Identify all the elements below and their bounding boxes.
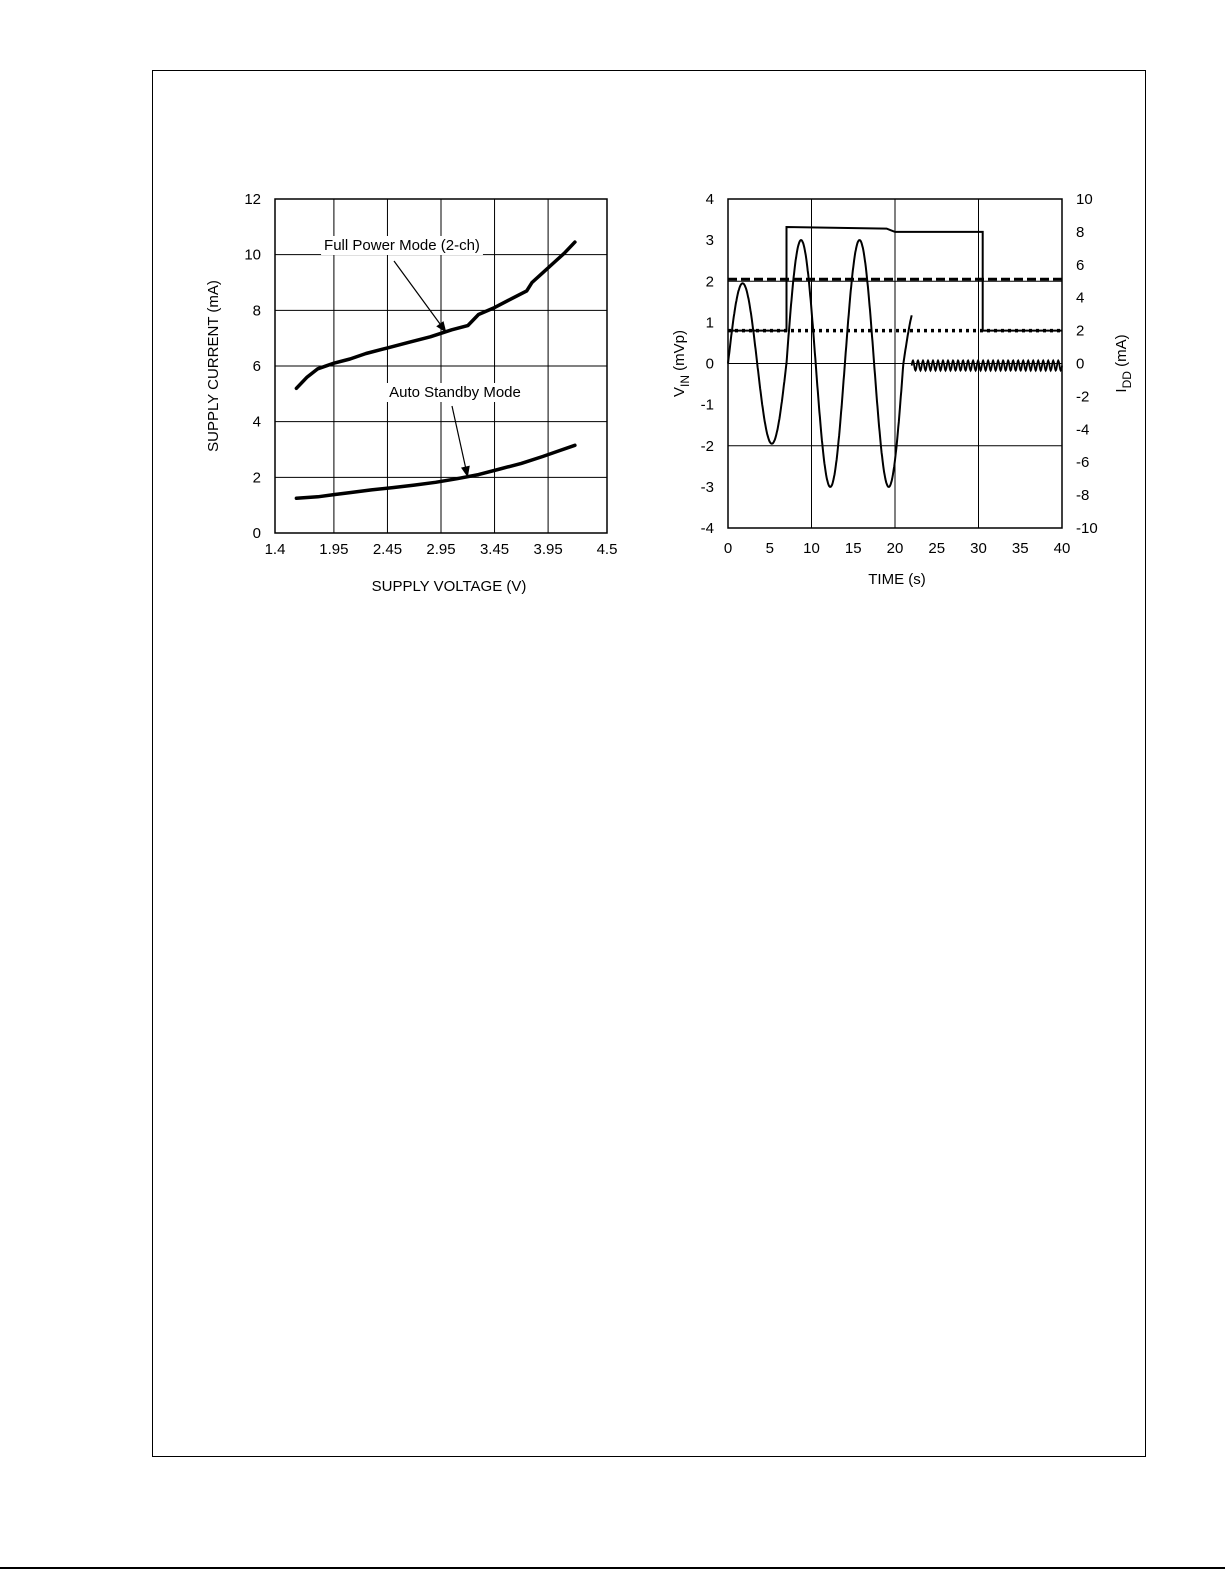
y2-tick-label: -4 <box>1076 421 1090 439</box>
annotation-label: Auto Standby Mode <box>389 384 521 401</box>
x-tick-label: 10 <box>803 540 820 557</box>
y2-tick-label: 4 <box>1076 289 1085 307</box>
y-axis-label-subscript: IN <box>678 374 692 387</box>
x-tick-label: 15 <box>844 540 862 557</box>
y-tick-label: 0 <box>252 525 261 542</box>
y-tick-label: -4 <box>700 520 714 537</box>
y-tick-label: 8 <box>252 302 261 320</box>
x-tick-label: 1.4 <box>264 541 286 558</box>
y2-tick-label: 0 <box>1076 355 1085 373</box>
x-tick-label: 35 <box>1011 540 1029 557</box>
x-tick-label: 25 <box>928 540 946 557</box>
y-tick-label: -1 <box>700 396 714 414</box>
y2-tick-label: -6 <box>1076 454 1090 472</box>
x-axis-label: TIME (s) <box>868 571 926 588</box>
annotation-label: Full Power Mode (2-ch) <box>324 237 480 254</box>
series-vin-ripple-line <box>912 361 1062 371</box>
y2-axis-label-unit: (mA) <box>1113 334 1130 372</box>
y2-tick-label: 8 <box>1076 223 1085 241</box>
y2-tick-label: 6 <box>1076 256 1085 274</box>
y-tick-label: -3 <box>700 478 714 496</box>
y-tick-label: 0 <box>705 355 714 373</box>
x-tick-label: 1.95 <box>319 541 349 558</box>
y-tick-label: 2 <box>252 469 261 487</box>
y2-axis-label-main: I <box>1113 388 1130 393</box>
x-tick-label: 4.5 <box>596 541 618 558</box>
vin-idd-time-chart <box>0 0 1225 700</box>
y2-axis-label-subscript: DD <box>1120 371 1134 389</box>
y-tick-label: 12 <box>244 191 261 208</box>
x-tick-label: 20 <box>886 540 904 557</box>
x-axis-label: SUPPLY VOLTAGE (V) <box>371 578 527 595</box>
x-tick-label: 3.95 <box>533 541 563 558</box>
y-axis-label <box>671 330 692 397</box>
x-tick-label: 30 <box>970 540 987 557</box>
x-tick-label: 2.45 <box>372 541 403 558</box>
y-tick-label: 4 <box>252 413 261 431</box>
x-tick-label: 2.95 <box>426 541 456 558</box>
y-tick-label: 1 <box>705 314 714 332</box>
y2-axis-label <box>1113 334 1134 392</box>
y-tick-label: 4 <box>705 191 714 208</box>
y-axis-label-main: V <box>671 386 688 398</box>
x-tick-label: 3.45 <box>479 541 510 558</box>
y-tick-label: 10 <box>244 246 261 264</box>
x-tick-label: 5 <box>765 540 774 557</box>
y2-tick-label: 2 <box>1076 322 1085 340</box>
y2-tick-label: 10 <box>1076 191 1093 208</box>
x-tick-label: 0 <box>723 540 733 557</box>
y-axis-label-unit: (mVp) <box>671 329 688 375</box>
y-tick-label: 6 <box>252 358 261 375</box>
x-tick-label: 40 <box>1053 540 1071 557</box>
y2-tick-label: -2 <box>1076 388 1090 406</box>
y-tick-label: -2 <box>700 437 714 455</box>
y2-tick-label: -10 <box>1076 520 1098 537</box>
bottom-rule <box>0 1567 1225 1569</box>
y-tick-label: 3 <box>705 232 714 250</box>
y-axis-label: SUPPLY CURRENT (mA) <box>205 280 222 452</box>
y-tick-label: 2 <box>705 273 714 291</box>
y2-tick-label: -8 <box>1076 487 1090 505</box>
